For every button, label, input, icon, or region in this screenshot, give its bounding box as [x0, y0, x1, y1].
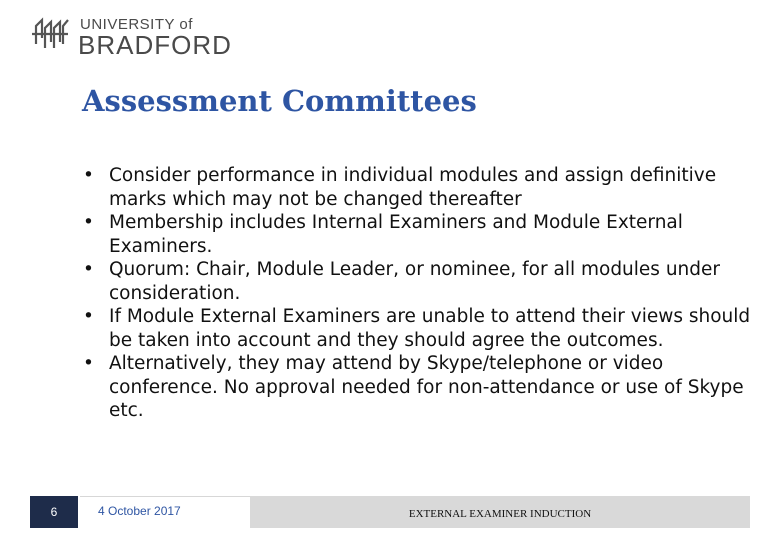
footer-date: 4 October 2017: [80, 496, 250, 528]
bullet-dot-icon: •: [83, 306, 94, 327]
bullet-item: [82, 211, 762, 258]
bullet-text: Membership includes Internal Examiners and Module External Examiners.: [109, 212, 683, 257]
bullet-dot-icon: •: [83, 259, 94, 280]
footer-label: EXTERNAL EXAMINER INDUCTION: [250, 496, 750, 528]
bullet-item: [82, 352, 762, 423]
logo-university-text: UNIVERSITY of: [80, 16, 193, 33]
bullet-text: Consider performance in individual modules and assign definitive marks which may not be changed thereafter: [109, 165, 717, 210]
university-logo: [26, 10, 256, 60]
slide-title: Assessment Committees: [82, 84, 477, 118]
slide-footer: [30, 496, 750, 528]
bullet-text: If Module External Examiners are unable to attend their views should be taken into account and they should agree the outcomes.: [109, 306, 751, 351]
slide-number: 6: [30, 496, 78, 528]
bullet-text: Quorum: Chair, Module Leader, or nominee, for all modules under consideration.: [109, 259, 721, 304]
logo-bradford-text: BRADFORD: [78, 30, 232, 60]
bullet-dot-icon: •: [83, 165, 94, 186]
bullet-item: [82, 164, 762, 211]
bullet-text: Alternatively, they may attend by Skype/telephone or video conference. No approval needed for non-attendance or use of Skype etc.: [109, 353, 744, 421]
bullet-item: [82, 258, 762, 305]
bullet-list: [82, 164, 762, 423]
bullet-item: [82, 305, 762, 352]
bullet-dot-icon: •: [83, 212, 94, 233]
bullet-dot-icon: •: [83, 353, 94, 374]
university-crest-icon: [30, 14, 70, 52]
